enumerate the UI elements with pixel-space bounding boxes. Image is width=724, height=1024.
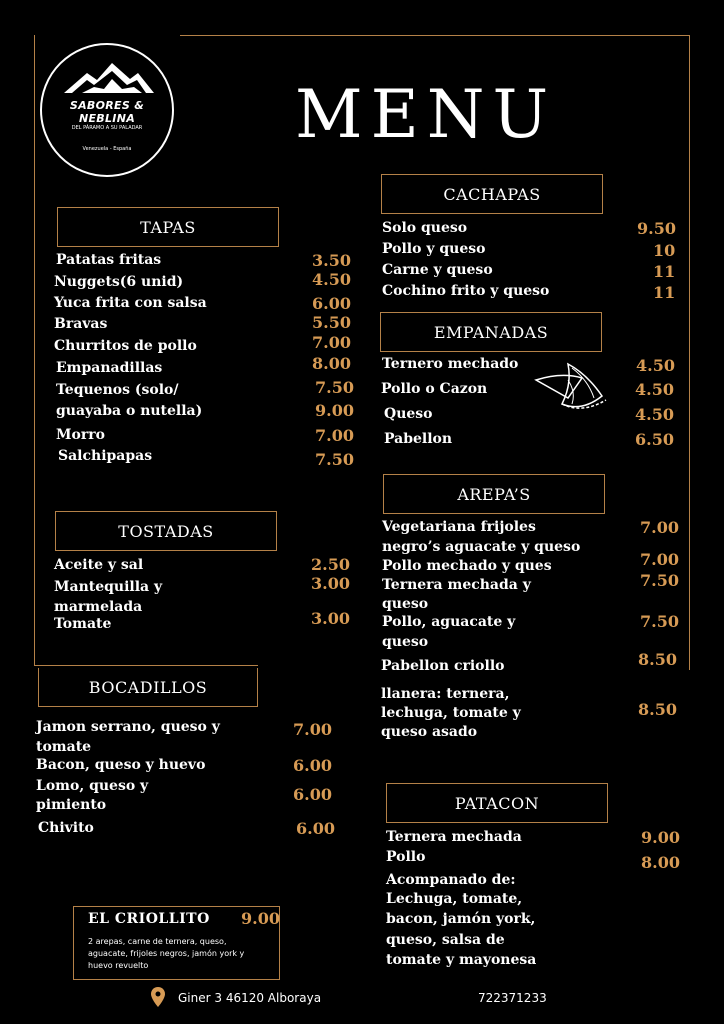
footer-phone: 722371233 bbox=[478, 991, 547, 1005]
menu-item-price: 8.00 bbox=[312, 354, 351, 373]
frame-top-line bbox=[180, 35, 690, 36]
menu-item-price: 8.50 bbox=[638, 650, 677, 669]
menu-item-name: Pollo bbox=[386, 849, 426, 865]
logo-name: SABORES & NEBLINA bbox=[69, 99, 145, 125]
section-title: BOCADILLOS bbox=[88, 677, 208, 697]
menu-item-name: Lomo, queso y bbox=[36, 778, 149, 794]
menu-item-price: 7.50 bbox=[315, 378, 354, 397]
menu-item-price: 9.50 bbox=[637, 219, 676, 238]
menu-item-name: negro’s aguacate y queso bbox=[382, 539, 581, 555]
criollito-description: 2 arepas, carne de ternera, queso, bbox=[88, 937, 227, 946]
frame-right-line bbox=[689, 35, 690, 670]
location-pin-icon bbox=[151, 987, 165, 1007]
menu-item-name: Patatas fritas bbox=[56, 252, 162, 268]
menu-item-price: 3.50 bbox=[312, 251, 351, 270]
frame-left-line bbox=[34, 35, 35, 665]
menu-item-price: 11 bbox=[653, 283, 676, 302]
menu-item-price: 4.50 bbox=[312, 270, 351, 289]
menu-item-price: 7.00 bbox=[315, 426, 354, 445]
menu-item-price: 6.00 bbox=[293, 785, 332, 804]
menu-item-name: queso bbox=[382, 596, 429, 612]
section-title: TAPAS bbox=[140, 217, 196, 237]
menu-item-name: queso bbox=[382, 634, 429, 650]
logo-location: Venezuela - España bbox=[82, 146, 132, 152]
menu-item-name: Aceite y sal bbox=[54, 557, 144, 573]
menu-item-name: Ternero mechado bbox=[382, 356, 519, 372]
criollito-box bbox=[73, 906, 280, 980]
menu-item-price: 7.00 bbox=[640, 550, 679, 569]
page-title: MENU bbox=[295, 76, 557, 153]
criollito-description: aguacate, frijoles negros, jamón york y bbox=[88, 949, 245, 958]
menu-item-name: lechuga, tomate y bbox=[381, 705, 521, 721]
section-title: TOSTADAS bbox=[118, 521, 214, 541]
menu-item-name: Pabellon bbox=[384, 431, 453, 447]
menu-item-name: queso asado bbox=[381, 724, 478, 740]
menu-item-name: marmelada bbox=[54, 599, 143, 615]
menu-item-name: pimiento bbox=[36, 797, 107, 813]
menu-item-name: Carne y queso bbox=[382, 262, 493, 278]
menu-item-name: queso, salsa de bbox=[386, 932, 505, 948]
menu-item-price: 9.00 bbox=[315, 401, 354, 420]
section-header-cachapas bbox=[381, 174, 603, 214]
menu-item-name: llanera: ternera, bbox=[381, 686, 510, 702]
section-header-tostadas bbox=[55, 511, 277, 551]
menu-item-name: Pollo o Cazon bbox=[381, 381, 488, 397]
menu-item-name: Mantequilla y bbox=[54, 579, 163, 595]
menu-item-name: Chivito bbox=[38, 820, 94, 836]
menu-item-name: Pabellon criollo bbox=[381, 658, 505, 674]
menu-item-price: 11 bbox=[653, 262, 676, 281]
menu-item-price: 8.00 bbox=[641, 853, 680, 872]
menu-item-name: Tomate bbox=[54, 616, 112, 632]
menu-item-price: 7.00 bbox=[312, 333, 351, 352]
section-title: EMPANADAS bbox=[433, 322, 549, 342]
menu-item-price: 7.50 bbox=[640, 571, 679, 590]
menu-item-name: Bacon, queso y huevo bbox=[36, 757, 206, 773]
menu-item-name: Salchipapas bbox=[58, 448, 153, 464]
criollito-price: 9.00 bbox=[241, 909, 280, 928]
menu-item-price: 7.00 bbox=[640, 518, 679, 537]
menu-item-price: 9.00 bbox=[641, 828, 680, 847]
menu-item-price: 7.50 bbox=[640, 612, 679, 631]
menu-item-name: Acompanado de: bbox=[386, 872, 516, 888]
empanada-icon bbox=[532, 360, 612, 420]
menu-item-name: tomate y mayonesa bbox=[386, 952, 537, 968]
menu-item-price: 6.50 bbox=[635, 430, 674, 449]
menu-item-price: 3.00 bbox=[311, 609, 350, 628]
menu-item-price: 7.50 bbox=[315, 450, 354, 469]
menu-item-price: 6.00 bbox=[293, 756, 332, 775]
section-title: CACHAPAS bbox=[443, 184, 541, 204]
logo bbox=[40, 43, 174, 177]
criollito-name: EL CRIOLLITO bbox=[88, 911, 210, 927]
menu-item-name: Pollo y queso bbox=[382, 241, 486, 257]
menu-item-price: 4.50 bbox=[635, 405, 674, 424]
menu-item-name: guayaba o nutella) bbox=[56, 403, 203, 419]
section-header-empanadas bbox=[380, 312, 602, 352]
menu-item-price: 4.50 bbox=[636, 356, 675, 375]
menu-item-name: Ternera mechada bbox=[386, 829, 522, 845]
menu-item-price: 6.00 bbox=[312, 294, 351, 313]
menu-item-name: Lechuga, tomate, bbox=[386, 891, 523, 907]
menu-item-name: Nuggets(6 unid) bbox=[54, 274, 184, 290]
menu-item-price: 10 bbox=[653, 241, 676, 260]
menu-item-price: 7.00 bbox=[293, 720, 332, 739]
frame-bottom-line bbox=[34, 665, 258, 666]
footer-address: Giner 3 46120 Alboraya bbox=[178, 991, 322, 1005]
menu-item-name: Pollo mechado y ques bbox=[382, 558, 552, 574]
section-header-bocadillos bbox=[38, 668, 258, 707]
menu-item-name: bacon, jamón york, bbox=[386, 911, 536, 927]
menu-item-name: Queso bbox=[384, 406, 433, 422]
menu-item-name: Empanadillas bbox=[56, 360, 163, 376]
menu-item-price: 5.50 bbox=[312, 313, 351, 332]
menu-item-name: tomate bbox=[36, 739, 92, 755]
menu-item-price: 6.00 bbox=[296, 819, 335, 838]
menu-item-name: Cochino frito y queso bbox=[382, 283, 550, 299]
menu-item-name: Jamon serrano, queso y bbox=[36, 719, 220, 735]
logo-tagline: DEL PÁRAMO A SU PALADAR bbox=[71, 125, 143, 131]
menu-item-name: Tequenos (solo/ bbox=[56, 382, 179, 398]
section-title: PATACON bbox=[454, 793, 540, 813]
section-header-tapas bbox=[57, 207, 279, 247]
menu-item-name: Churritos de pollo bbox=[54, 338, 197, 354]
mountain-logo-icon bbox=[42, 53, 172, 103]
menu-item-price: 2.50 bbox=[311, 555, 350, 574]
menu-item-name: Pollo, aguacate y bbox=[382, 614, 516, 630]
menu-item-name: Morro bbox=[56, 427, 105, 443]
section-title: AREPA’S bbox=[457, 484, 531, 504]
menu-item-name: Bravas bbox=[54, 316, 108, 332]
menu-item-price: 4.50 bbox=[635, 380, 674, 399]
section-header-arepas bbox=[383, 474, 605, 514]
menu-item-name: Yuca frita con salsa bbox=[54, 295, 207, 311]
menu-item-name: Solo queso bbox=[382, 220, 468, 236]
criollito-description: huevo revuelto bbox=[88, 961, 149, 970]
menu-item-price: 3.00 bbox=[311, 574, 350, 593]
menu-item-name: Vegetariana frijoles bbox=[382, 519, 536, 535]
menu-item-price: 8.50 bbox=[638, 700, 677, 719]
menu-item-name: Ternera mechada y bbox=[382, 577, 531, 593]
section-header-patacon bbox=[386, 783, 608, 823]
